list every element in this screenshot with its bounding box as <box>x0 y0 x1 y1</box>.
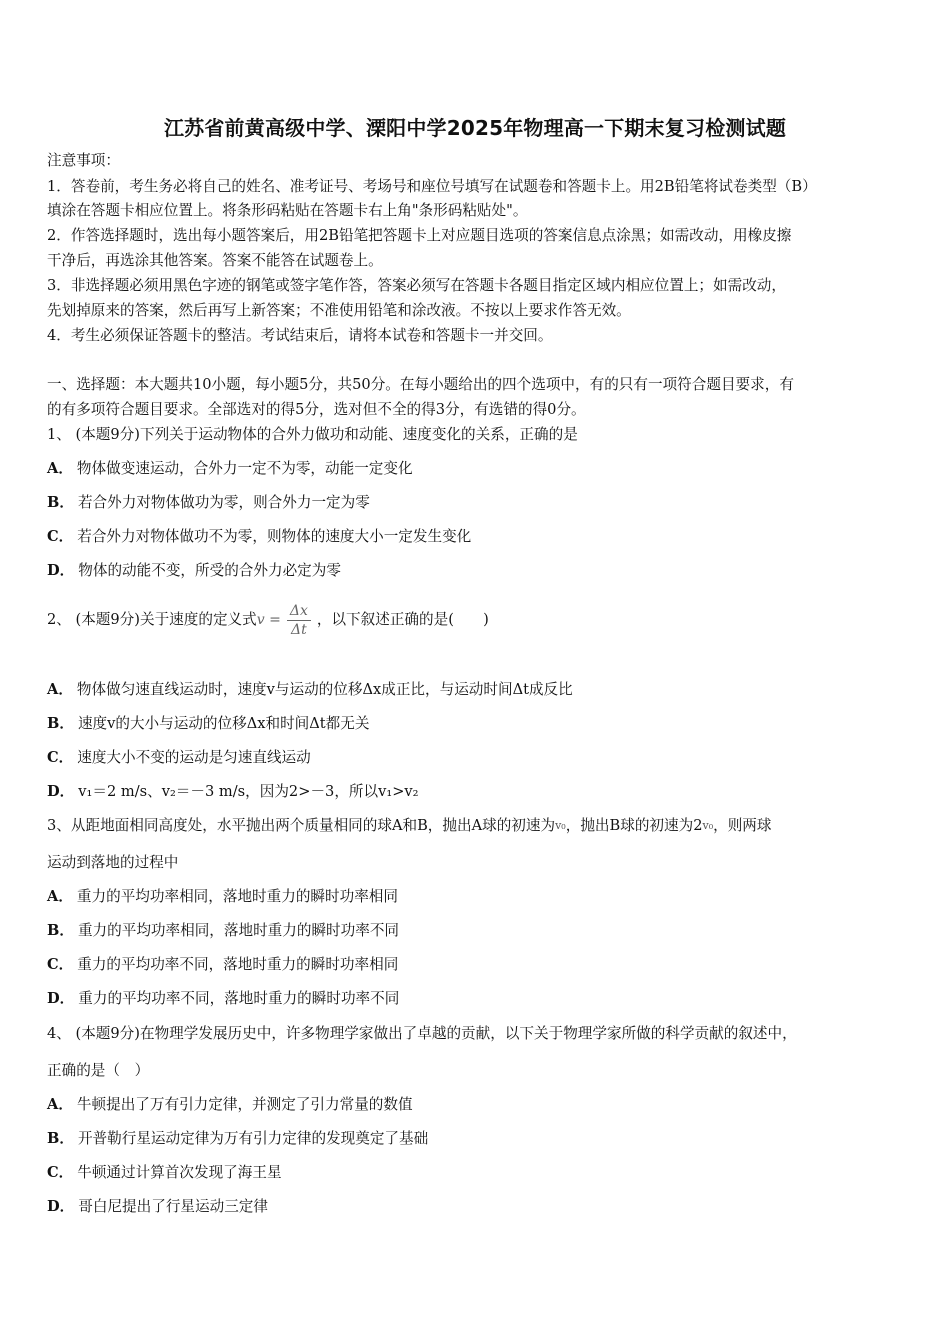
option-letter: B． <box>47 494 74 511</box>
page-title: 江苏省前黄高级中学、溧阳中学2025年物理高一下期末复习检测试题 <box>163 116 787 140</box>
question-3-stem <box>47 816 907 836</box>
option-letter: B． <box>47 1130 74 1147</box>
formula-numerator: Δx <box>287 602 311 621</box>
option-text: 物体做匀速直线运动时，速度v与运动的位移Δx成正比，与运动时间Δt成反比 <box>76 681 573 698</box>
option-text: 重力的平均功率相同，落地时重力的瞬时功率不同 <box>77 922 400 939</box>
section-instructions: 的有多项符合题目要求。全部选对的得5分，选对但不全的得3分，有选错的得0分。 <box>47 401 586 418</box>
question-2-stem-tail: ，以下叙述正确的是( ) <box>316 611 489 628</box>
question-2-stem <box>47 600 907 640</box>
question-4-stem: 4、 (本题9分)在物理学发展历史中，许多物理学家做出了卓越的贡献，以下关于物理学家所做的科学贡献的叙述中， <box>47 1025 797 1042</box>
initial-velocity-b: v₀ <box>702 819 714 832</box>
option-text: 若合外力对物体做功为零，则合外力一定为零 <box>77 494 370 511</box>
initial-velocity-a: v₀ <box>555 819 566 832</box>
question-1-option-c <box>47 527 907 547</box>
option-letter: A． <box>47 888 73 905</box>
option-letter: A． <box>47 681 73 698</box>
option-letter: C． <box>47 956 74 973</box>
option-text: 速度大小不变的运动是匀速直线运动 <box>77 749 311 766</box>
option-letter: D． <box>47 562 75 579</box>
option-letter: D． <box>47 990 75 1007</box>
option-text: 哥白尼提出了行星运动三定律 <box>78 1198 268 1215</box>
notice-line: 先划掉原来的答案，然后再写上新答案；不准使用铅笔和涂改液。不按以上要求作答无效。 <box>47 302 631 319</box>
section-instructions: 一、选择题：本大题共10小题，每小题5分，共50分。在每小题给出的四个选项中，有的只有一项符合题目要求，有 <box>47 376 794 393</box>
option-text: 物体的动能不变，所受的合外力必定为零 <box>78 562 341 579</box>
option-text: 牛顿通过计算首次发现了海王星 <box>77 1164 282 1181</box>
option-text: 重力的平均功率不同，落地时重力的瞬时功率不同 <box>78 990 400 1007</box>
question-3-stem-text: ，抛出B球的初速为2 <box>565 817 703 834</box>
notice-line: 3．非选择题必须用黑色字迹的钢笔或签字笔作答，答案必须写在答题卡各题目指定区域内相应位置上；如需改动， <box>47 277 786 294</box>
question-3-option-c <box>47 955 907 975</box>
question-3-stem-text: ，则两球 <box>713 817 772 834</box>
question-3-stem-line2: 运动到落地的过程中 <box>47 854 179 871</box>
notice-line: 2．作答选择题时，选出每小题答案后，用2B铅笔把答题卡上对应题目选项的答案信息点涂黑；如需改动，用橡皮擦 <box>47 227 792 244</box>
option-text: 牛顿提出了万有引力定律，并测定了引力常量的数值 <box>76 1096 413 1113</box>
option-text: 速度v的大小与运动的位移Δx和时间Δt都无关 <box>77 715 370 732</box>
question-2-option-d <box>47 782 907 802</box>
option-letter: C． <box>47 1164 74 1181</box>
option-text: 物体做变速运动，合外力一定不为零，动能一定变化 <box>76 460 413 477</box>
question-4-option-b <box>47 1129 907 1149</box>
option-letter: A． <box>47 1096 73 1113</box>
question-2-option-a <box>47 680 907 700</box>
question-1-option-a <box>47 459 907 479</box>
question-3-option-a <box>47 887 907 907</box>
option-letter: B． <box>47 715 74 732</box>
option-text: 重力的平均功率不同，落地时重力的瞬时功率相同 <box>77 956 399 973</box>
formula-denominator: Δt <box>290 621 307 638</box>
notice-line: 4．考生必须保证答题卡的整洁。考试结束后，请将本试卷和答题卡一并交回。 <box>47 327 553 344</box>
question-2-option-b <box>47 714 907 734</box>
question-1-option-b <box>47 493 907 513</box>
notice-line: 1．答卷前，考生务必将自己的姓名、准考证号、考场号和座位号填写在试题卷和答题卡上。用2B铅笔将试卷类型（B） <box>47 178 817 195</box>
option-letter: D． <box>47 1198 75 1215</box>
question-1-option-d <box>47 561 907 581</box>
option-text: 重力的平均功率相同，落地时重力的瞬时功率相同 <box>76 888 398 905</box>
velocity-formula <box>287 602 311 639</box>
option-letter: C． <box>47 749 74 766</box>
question-4-option-d <box>47 1197 907 1217</box>
question-3-option-b <box>47 921 907 941</box>
question-3-option-d <box>47 989 907 1009</box>
option-text: 开普勒行星运动定律为万有引力定律的发现奠定了基础 <box>77 1130 429 1147</box>
option-text: 若合外力对物体做功不为零，则物体的速度大小一定发生变化 <box>77 528 472 545</box>
option-letter: B． <box>47 922 74 939</box>
option-text: v₁＝2 m/s、v₂＝－3 m/s，因为2>－3，所以v₁>v₂ <box>78 783 419 800</box>
question-2-option-c <box>47 748 907 768</box>
question-4-option-c <box>47 1163 907 1183</box>
option-letter: C． <box>47 528 74 545</box>
option-letter: A． <box>47 460 73 477</box>
question-1-stem: 1、 (本题9分)下列关于运动物体的合外力做功和动能、速度变化的关系，正确的是 <box>47 426 578 443</box>
formula-lhs: v = <box>256 612 281 628</box>
notice-line: 填涂在答题卡相应位置上。将条形码粘贴在答题卡右上角"条形码粘贴处"。 <box>47 202 528 219</box>
question-2-stem-text: 2、 (本题9分)关于速度的定义式 <box>47 611 257 628</box>
question-4-stem-line2: 正确的是（ ） <box>47 1062 150 1079</box>
question-4-option-a <box>47 1095 907 1115</box>
option-letter: D． <box>47 783 75 800</box>
notice-line: 干净后，再选涂其他答案。答案不能答在试题卷上。 <box>47 252 383 269</box>
question-3-stem-text: 3、从距地面相同高度处，水平抛出两个质量相同的球A和B，抛出A球的初速为 <box>47 817 556 834</box>
notice-heading: 注意事项： <box>47 152 120 169</box>
